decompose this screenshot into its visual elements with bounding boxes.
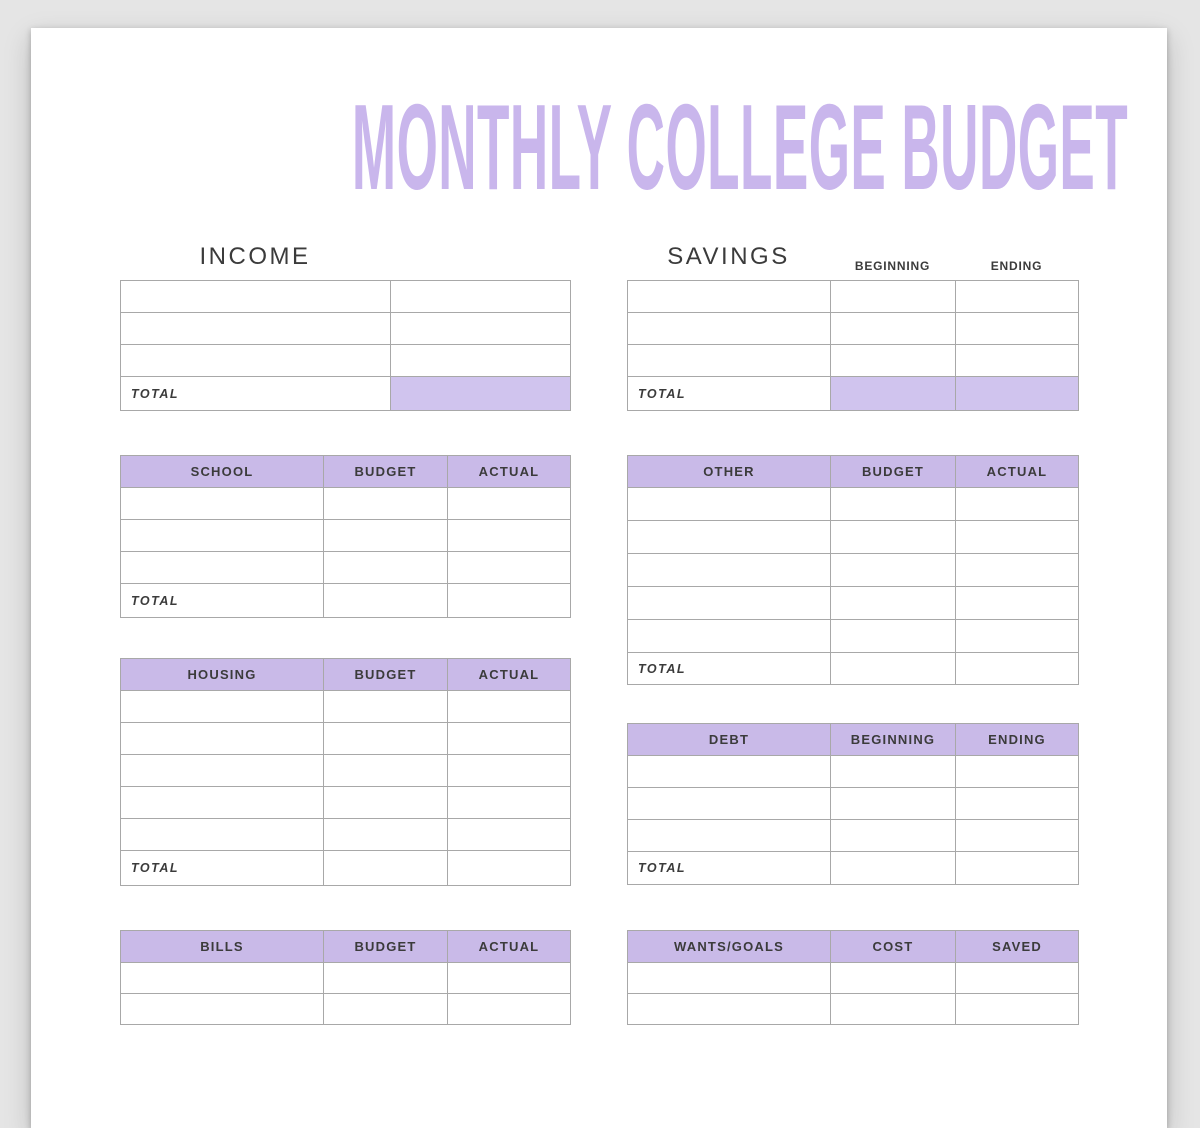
empty-cell[interactable] — [324, 552, 448, 584]
empty-cell[interactable] — [956, 345, 1079, 377]
total-label: TOTAL — [121, 377, 391, 411]
empty-cell[interactable] — [956, 281, 1079, 313]
total-label: TOTAL — [121, 584, 324, 618]
empty-cell[interactable] — [956, 587, 1079, 620]
savings-table — [627, 280, 1079, 411]
table-row — [121, 488, 571, 520]
column-header-cell: COST — [831, 931, 956, 963]
empty-cell[interactable] — [831, 788, 956, 820]
column-header-cell: BUDGET — [324, 931, 448, 963]
total-row — [628, 852, 1079, 885]
bills-table — [120, 930, 571, 1025]
empty-cell[interactable] — [324, 787, 448, 819]
empty-cell[interactable] — [956, 554, 1079, 587]
income-heading: INCOME — [199, 243, 311, 270]
empty-cell[interactable] — [956, 852, 1079, 885]
empty-cell[interactable] — [324, 994, 448, 1025]
income-table — [120, 280, 571, 411]
table-row — [121, 723, 571, 755]
wants-goals-table — [627, 930, 1079, 1025]
empty-cell[interactable] — [391, 345, 571, 377]
empty-cell[interactable] — [448, 691, 571, 723]
column-header-cell: BILLS — [121, 931, 324, 963]
table-row — [628, 554, 1079, 587]
empty-cell[interactable] — [324, 488, 448, 520]
savings-beginning-column-label: BEGINNING — [854, 259, 931, 273]
empty-cell[interactable] — [628, 521, 831, 554]
empty-cell[interactable] — [831, 345, 956, 377]
table-row — [121, 520, 571, 552]
empty-cell[interactable] — [121, 281, 391, 313]
empty-cell[interactable] — [831, 653, 956, 685]
empty-cell[interactable] — [956, 653, 1079, 685]
total-value-cell[interactable] — [831, 377, 956, 411]
column-header-cell: OTHER — [628, 456, 831, 488]
empty-cell[interactable] — [448, 851, 571, 886]
table-header-row — [121, 659, 571, 691]
page-title: MONTHLY COLLEGE BUDGET — [351, 79, 1129, 215]
empty-cell[interactable] — [121, 345, 391, 377]
empty-cell[interactable] — [121, 787, 324, 819]
empty-cell[interactable] — [121, 691, 324, 723]
empty-cell[interactable] — [324, 723, 448, 755]
empty-cell[interactable] — [831, 756, 956, 788]
empty-cell[interactable] — [628, 963, 831, 994]
total-row — [121, 584, 571, 618]
empty-cell[interactable] — [121, 963, 324, 994]
empty-cell[interactable] — [121, 520, 324, 552]
debt-table — [627, 723, 1079, 885]
table-row — [628, 521, 1079, 554]
housing-table — [120, 658, 571, 886]
empty-cell[interactable] — [956, 788, 1079, 820]
empty-cell[interactable] — [956, 963, 1079, 994]
empty-cell[interactable] — [121, 552, 324, 584]
empty-cell[interactable] — [121, 488, 324, 520]
empty-cell[interactable] — [121, 755, 324, 787]
empty-cell[interactable] — [628, 620, 831, 653]
column-header-cell: BUDGET — [324, 456, 448, 488]
empty-cell[interactable] — [628, 488, 831, 521]
table-row — [121, 963, 571, 994]
column-header-cell: DEBT — [628, 724, 831, 756]
table-row — [121, 281, 571, 313]
savings-ending-column-label: ENDING — [990, 259, 1043, 273]
table-row — [628, 756, 1079, 788]
empty-cell[interactable] — [628, 820, 831, 852]
empty-cell[interactable] — [391, 281, 571, 313]
column-header-cell: SAVED — [956, 931, 1079, 963]
empty-cell[interactable] — [448, 584, 571, 618]
empty-cell[interactable] — [324, 584, 448, 618]
total-label: TOTAL — [628, 377, 831, 411]
table-row — [121, 787, 571, 819]
table-row — [121, 819, 571, 851]
empty-cell[interactable] — [831, 554, 956, 587]
column-header-cell: ACTUAL — [956, 456, 1079, 488]
empty-cell[interactable] — [956, 756, 1079, 788]
column-header-cell: ACTUAL — [448, 456, 571, 488]
table-header-row — [628, 456, 1079, 488]
column-header-cell: ENDING — [956, 724, 1079, 756]
table-row — [628, 788, 1079, 820]
total-row — [121, 377, 571, 411]
empty-cell[interactable] — [448, 819, 571, 851]
column-header-cell: ACTUAL — [448, 931, 571, 963]
table-row — [121, 994, 571, 1025]
empty-cell[interactable] — [831, 488, 956, 521]
column-header-cell: WANTS/GOALS — [628, 931, 831, 963]
empty-cell[interactable] — [121, 313, 391, 345]
empty-cell[interactable] — [831, 620, 956, 653]
empty-cell[interactable] — [628, 313, 831, 345]
table-row — [628, 488, 1079, 521]
empty-cell[interactable] — [121, 723, 324, 755]
table-row — [121, 552, 571, 584]
empty-cell[interactable] — [448, 755, 571, 787]
empty-cell[interactable] — [448, 488, 571, 520]
table-header-row — [121, 931, 571, 963]
empty-cell[interactable] — [831, 587, 956, 620]
table-row — [628, 620, 1079, 653]
empty-cell[interactable] — [448, 994, 571, 1025]
table-row — [121, 313, 571, 345]
empty-cell[interactable] — [831, 852, 956, 885]
empty-cell[interactable] — [831, 281, 956, 313]
table-row — [628, 963, 1079, 994]
total-label: TOTAL — [628, 653, 831, 685]
column-header-cell: ACTUAL — [448, 659, 571, 691]
empty-cell[interactable] — [628, 345, 831, 377]
empty-cell[interactable] — [448, 787, 571, 819]
column-header-cell: SCHOOL — [121, 456, 324, 488]
table-header-row — [628, 724, 1079, 756]
empty-cell[interactable] — [324, 691, 448, 723]
school-table — [120, 455, 571, 618]
table-row — [121, 691, 571, 723]
total-row — [628, 653, 1079, 685]
column-header-cell: BUDGET — [831, 456, 956, 488]
empty-cell[interactable] — [956, 620, 1079, 653]
total-row — [628, 377, 1079, 411]
empty-cell[interactable] — [956, 488, 1079, 521]
table-header-row — [121, 456, 571, 488]
empty-cell[interactable] — [831, 313, 956, 345]
total-label: TOTAL — [121, 851, 324, 886]
table-header-row — [628, 931, 1079, 963]
total-label: TOTAL — [628, 852, 831, 885]
column-header-cell: BEGINNING — [831, 724, 956, 756]
empty-cell[interactable] — [956, 820, 1079, 852]
empty-cell[interactable] — [831, 963, 956, 994]
empty-cell[interactable] — [628, 756, 831, 788]
document-page — [31, 28, 1167, 1128]
empty-cell[interactable] — [831, 820, 956, 852]
empty-cell[interactable] — [628, 554, 831, 587]
empty-cell[interactable] — [956, 521, 1079, 554]
empty-cell[interactable] — [448, 723, 571, 755]
savings-heading: SAVINGS — [667, 243, 790, 270]
empty-cell[interactable] — [956, 994, 1079, 1025]
empty-cell[interactable] — [324, 755, 448, 787]
empty-cell[interactable] — [324, 851, 448, 886]
total-value-cell[interactable] — [391, 377, 571, 411]
total-row — [121, 851, 571, 886]
empty-cell[interactable] — [121, 819, 324, 851]
empty-cell[interactable] — [628, 587, 831, 620]
table-row — [121, 345, 571, 377]
total-value-cell[interactable] — [956, 377, 1079, 411]
empty-cell[interactable] — [448, 552, 571, 584]
empty-cell[interactable] — [324, 819, 448, 851]
empty-cell[interactable] — [628, 994, 831, 1025]
empty-cell[interactable] — [121, 994, 324, 1025]
other-table — [627, 455, 1079, 685]
column-header-cell: BUDGET — [324, 659, 448, 691]
empty-cell[interactable] — [628, 788, 831, 820]
empty-cell[interactable] — [324, 520, 448, 552]
table-row — [628, 820, 1079, 852]
table-row — [628, 313, 1079, 345]
table-row — [628, 994, 1079, 1025]
column-header-cell: HOUSING — [121, 659, 324, 691]
table-row — [628, 281, 1079, 313]
empty-cell[interactable] — [831, 521, 956, 554]
table-row — [628, 587, 1079, 620]
empty-cell[interactable] — [956, 313, 1079, 345]
empty-cell[interactable] — [448, 520, 571, 552]
empty-cell[interactable] — [628, 281, 831, 313]
empty-cell[interactable] — [831, 994, 956, 1025]
empty-cell[interactable] — [391, 313, 571, 345]
empty-cell[interactable] — [448, 963, 571, 994]
table-row — [628, 345, 1079, 377]
table-row — [121, 755, 571, 787]
empty-cell[interactable] — [324, 963, 448, 994]
